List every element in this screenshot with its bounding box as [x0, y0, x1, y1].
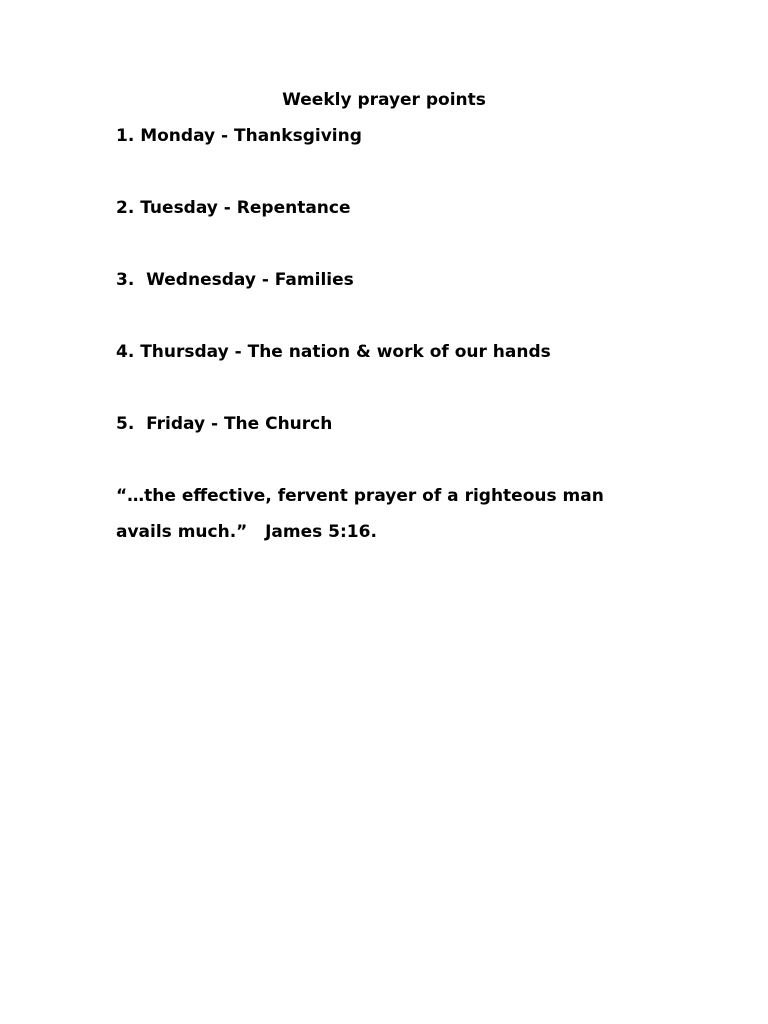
scripture-quote-line-1: “…the effective, fervent prayer of a righteous man [116, 486, 604, 506]
prayer-point-monday: 1. Monday - Thanksgiving [116, 126, 362, 146]
prayer-point-wednesday: 3. Wednesday - Families [116, 270, 354, 290]
prayer-point-tuesday: 2. Tuesday - Repentance [116, 198, 351, 218]
prayer-point-friday: 5. Friday - The Church [116, 414, 333, 434]
scripture-quote-line-2: avails much.” James 5:16. [116, 522, 377, 542]
document-title: Weekly prayer points [282, 90, 486, 110]
prayer-point-thursday: 4. Thursday - The nation & work of our hands [116, 342, 551, 362]
